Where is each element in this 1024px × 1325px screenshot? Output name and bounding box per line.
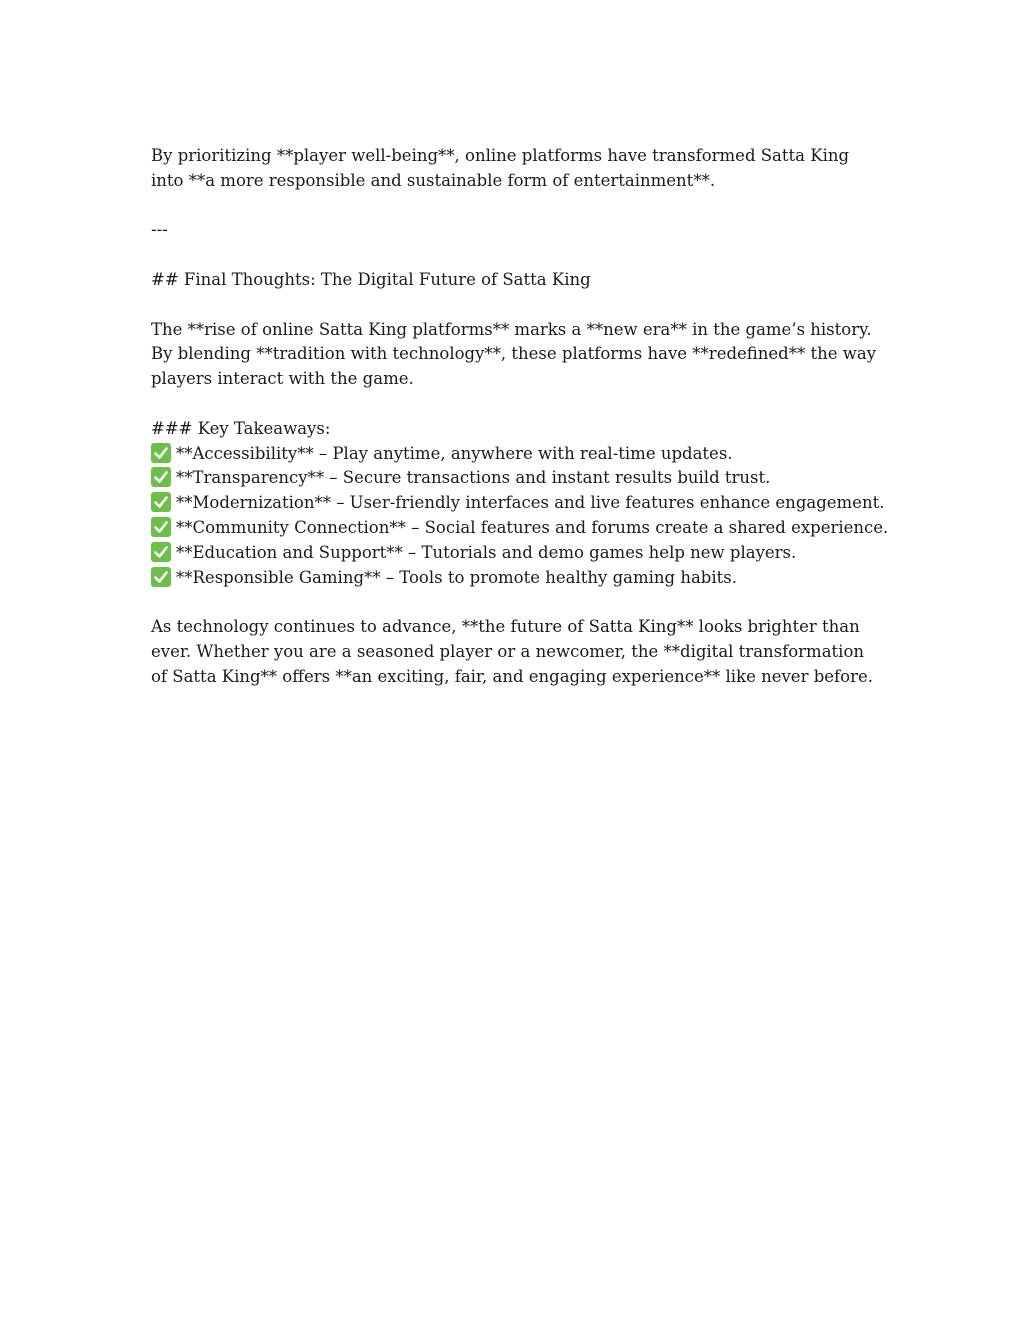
- list-item: [151, 442, 881, 467]
- blank-line: [151, 590, 881, 615]
- list-item: [151, 516, 889, 541]
- list-item: [151, 541, 881, 566]
- list-item-text: **Community Connection** – Social features and forums create a shared experience.: [176, 517, 889, 537]
- list-item: [151, 566, 881, 591]
- blank-line: [151, 243, 881, 268]
- separator-line: ---: [151, 220, 168, 240]
- check-mark-icon: [151, 443, 171, 463]
- check-mark-icon: [151, 542, 171, 562]
- check-mark-icon: [151, 567, 171, 587]
- takeaways-list: [151, 442, 889, 591]
- document-page: [151, 144, 889, 690]
- rise-paragraph: The **rise of online Satta King platforms** marks a **new era** in the game’s history. By blending **tradition with technology**, these platforms have **redefined** the way players interact with the game.: [151, 319, 877, 389]
- final-thoughts-heading: ## Final Thoughts: The Digital Future of Satta King: [151, 269, 591, 289]
- key-takeaways-heading: ### Key Takeaways:: [151, 418, 331, 438]
- list-item-text: **Responsible Gaming** – Tools to promote healthy gaming habits.: [176, 567, 737, 587]
- list-item-text: **Education and Support** – Tutorials and demo games help new players.: [176, 542, 797, 562]
- blank-line: [151, 392, 881, 417]
- list-item-text: **Modernization** – User-friendly interfaces and live features enhance engagement.: [176, 493, 885, 513]
- check-mark-icon: [151, 492, 171, 512]
- list-item-text: **Transparency** – Secure transactions and instant results build trust.: [176, 468, 771, 488]
- check-mark-icon: [151, 467, 171, 487]
- list-item-text: **Accessibility** – Play anytime, anywhere with real-time updates.: [176, 443, 733, 463]
- check-mark-icon: [151, 517, 171, 537]
- blank-line: [151, 293, 881, 318]
- list-item: [151, 466, 881, 491]
- list-item: [151, 491, 885, 516]
- intro-paragraph: By prioritizing **player well-being**, online platforms have transformed Satta King into **a more responsible and sustainable form of entertainment**.: [151, 146, 850, 190]
- future-paragraph: As technology continues to advance, **the future of Satta King** looks brighter than ever. Whether you are a seasoned player or a newcomer, the **digital transformation of Satta King** offers **an exciting, fair, and engaging experience** like never before.: [151, 617, 873, 686]
- blank-line: [151, 194, 881, 219]
